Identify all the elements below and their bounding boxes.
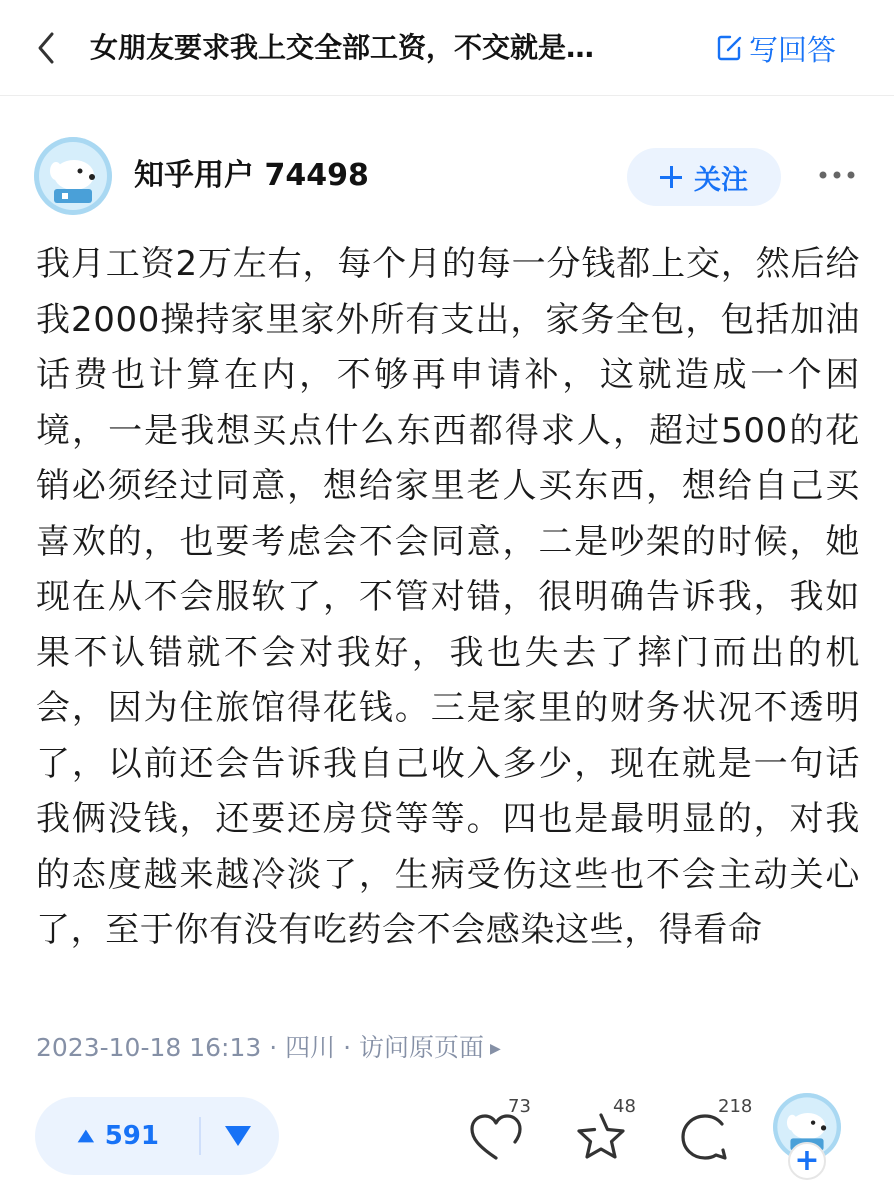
write-answer-label: 写回答 bbox=[749, 32, 837, 67]
upvote-count: 591 bbox=[104, 1121, 159, 1151]
view-original-link[interactable] bbox=[359, 1033, 501, 1062]
downvote-button[interactable] bbox=[201, 1097, 275, 1175]
comment-icon bbox=[678, 1110, 734, 1166]
avatar-image bbox=[34, 137, 112, 215]
follow-label: 关注 bbox=[694, 164, 748, 196]
write-answer-button[interactable] bbox=[715, 26, 836, 70]
favorite-count: 48 bbox=[613, 1096, 636, 1117]
author-avatar[interactable] bbox=[34, 137, 112, 215]
meta-separator: · bbox=[343, 1033, 352, 1062]
answer-content: 我月工资2万左右，每个月的每一分钱都上交，然后给我2000操持家里家外所有支出，家务全包，包括加油话费也计算在内，不够再申请补，这就造成一个困境，一是我想买点什么东西都得求人，超过500的花销必须经过同意，想给家里老人买东西，想给自己买喜欢的，也要考虑会不会同意，二是吵架的时候，她现在从不会服软了，不管对错，很明确告诉我，我如果不认错就不会对我好，我也失去了摔门而出的机会，因为住旅馆得花钱。三是家里的财务状况不透明了，以前还会告诉我自己收入多少，现在就是一句话我俩没钱，还要还房贷等等。四也是最明显的，对我的态度越来越冷淡了，生病受伤这些也不会主动关心了，至于你有没有吃药会不会感染这些，得看命 bbox=[36, 244, 860, 950]
view-original-label: 访问原页面 bbox=[359, 1033, 485, 1062]
answer-timestamp: 2023-10-18 16:13 bbox=[36, 1033, 262, 1062]
vote-group bbox=[35, 1097, 279, 1175]
more-icon[interactable] bbox=[817, 160, 857, 190]
comment-count: 218 bbox=[718, 1096, 753, 1117]
author-name[interactable]: 知乎用户 74498 bbox=[134, 158, 369, 193]
question-title[interactable]: 女朋友要求我上交全部工资，不交就是… bbox=[90, 31, 595, 64]
back-icon[interactable] bbox=[30, 28, 64, 68]
answer-meta bbox=[36, 1028, 501, 1069]
comment-button[interactable] bbox=[678, 1096, 753, 1170]
follow-button[interactable] bbox=[627, 148, 781, 206]
heart-icon bbox=[468, 1110, 524, 1166]
star-icon bbox=[573, 1110, 629, 1166]
top-bar bbox=[0, 0, 894, 96]
meta-separator: · bbox=[269, 1033, 278, 1062]
favorite-button[interactable] bbox=[573, 1096, 636, 1170]
edit-icon bbox=[715, 33, 745, 63]
triangle-right-icon: ▶ bbox=[490, 1041, 501, 1057]
follow-plus-icon[interactable]: + bbox=[788, 1142, 826, 1180]
like-button[interactable] bbox=[468, 1096, 531, 1170]
upvote-icon bbox=[77, 1125, 95, 1147]
answer-location: 四川 bbox=[285, 1033, 336, 1062]
downvote-icon bbox=[224, 1125, 252, 1147]
like-count: 73 bbox=[508, 1096, 531, 1117]
upvote-button[interactable] bbox=[35, 1097, 159, 1175]
plus-icon bbox=[660, 166, 682, 188]
